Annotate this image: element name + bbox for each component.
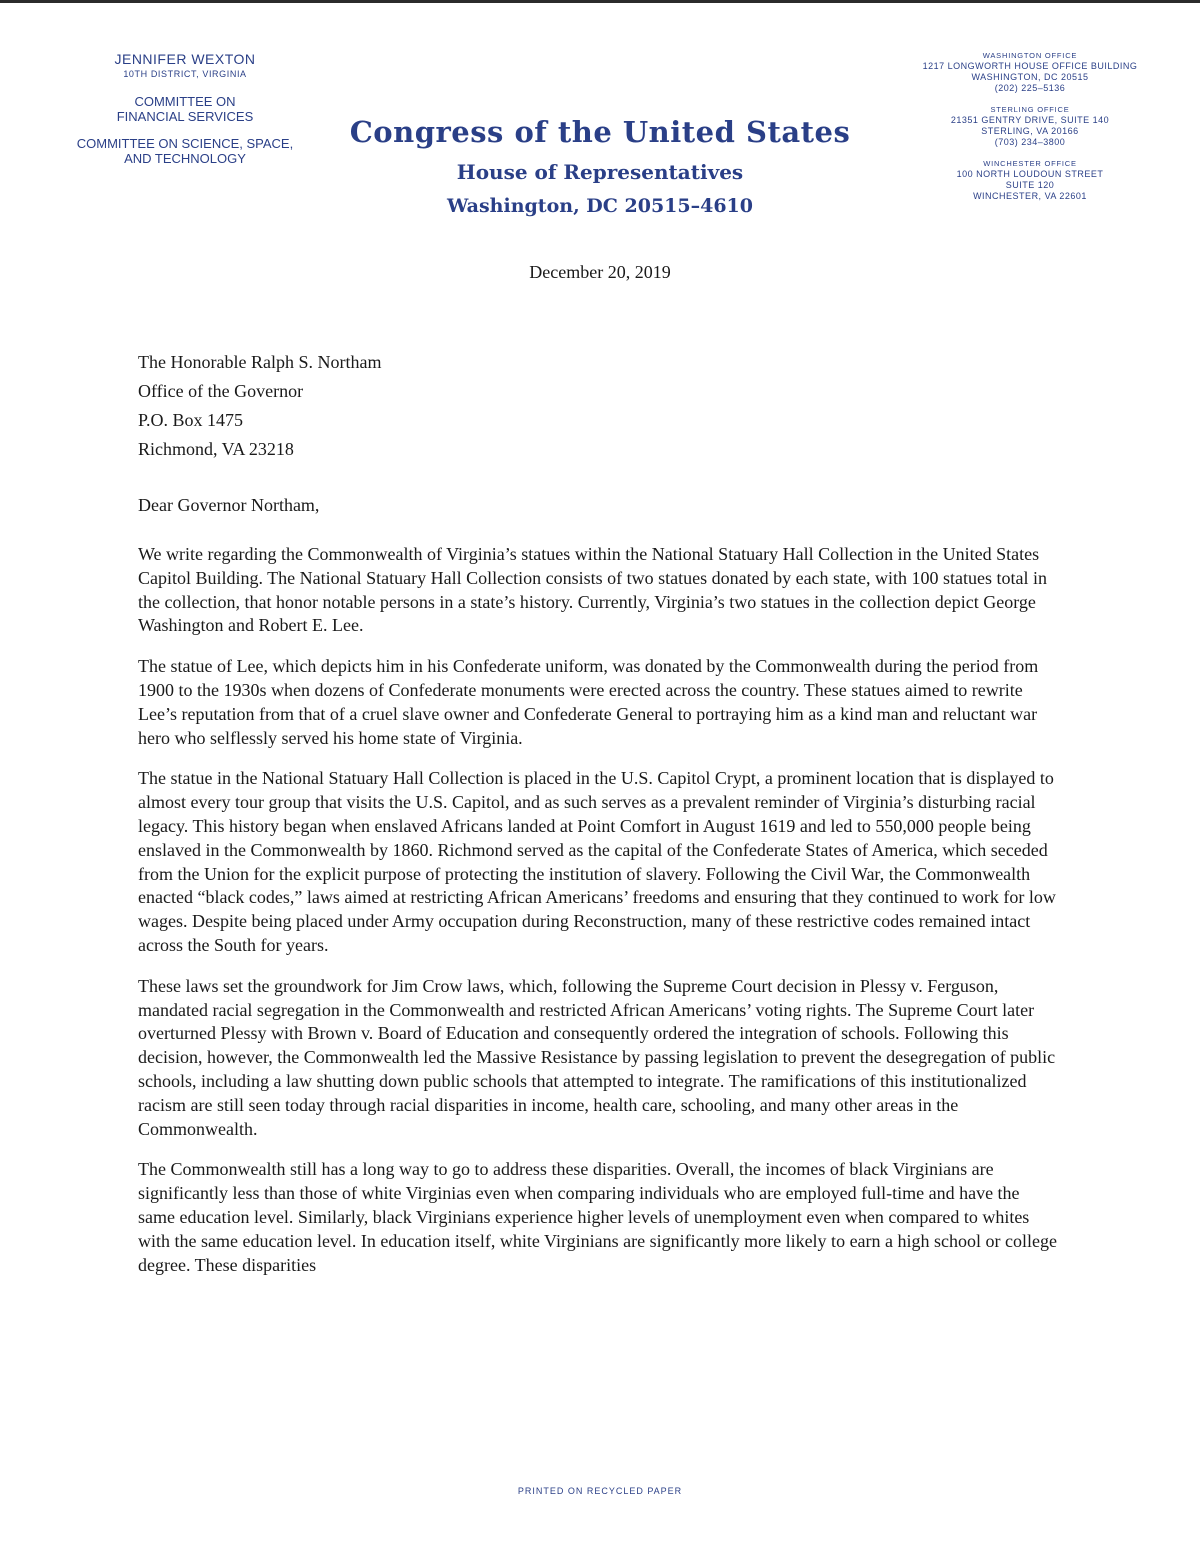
committee-line: COMMITTEE ON bbox=[134, 94, 236, 109]
office-line: WINCHESTER, VA 22601 bbox=[973, 191, 1087, 201]
committee-line: AND TECHNOLOGY bbox=[124, 151, 246, 166]
member-district: 10TH DISTRICT, VIRGINIA bbox=[123, 69, 247, 79]
letterhead-title bbox=[330, 115, 870, 219]
addressee-line: Office of the Governor bbox=[138, 381, 304, 401]
salutation: Dear Governor Northam, bbox=[138, 495, 320, 515]
committee-line: FINANCIAL SERVICES bbox=[116, 109, 254, 124]
addressee-line: P.O. Box 1475 bbox=[138, 410, 244, 430]
office-line: (703) 234–3800 bbox=[994, 137, 1066, 147]
office-label: WASHINGTON OFFICE bbox=[982, 51, 1078, 60]
member-info-block bbox=[40, 52, 330, 178]
washington-office bbox=[905, 50, 1155, 94]
offices-block bbox=[905, 50, 1155, 212]
letter-date: December 20, 2019 bbox=[529, 262, 671, 282]
office-line: 1217 LONGWORTH HOUSE OFFICE BUILDING bbox=[922, 61, 1138, 71]
office-line: 21351 GENTRY DRIVE, SUITE 140 bbox=[950, 115, 1110, 125]
addressee-line: Richmond, VA 23218 bbox=[138, 439, 294, 459]
member-name: JENNIFER WEXTON bbox=[114, 51, 256, 67]
office-line: 100 NORTH LOUDOUN STREET bbox=[956, 169, 1104, 179]
body-paragraph: The Commonwealth still has a long way to go to address these disparities. Overall, the incomes of black Virginians are significantly less than those of white Virginias even when comparing individuals who are employed full-time and have the same education level. Similarly, black Virginians experience higher levels of unemployment even when compared to whites with the same education level. In education itself, white Virginians are significantly more likely to earn a high school or college degree. These disparities bbox=[138, 1159, 1057, 1275]
addressee-block bbox=[138, 348, 381, 464]
office-label: WINCHESTER OFFICE bbox=[983, 159, 1077, 168]
committee-line: COMMITTEE ON SCIENCE, SPACE, bbox=[76, 136, 294, 151]
body-paragraph: The statue in the National Statuary Hall Collection is placed in the U.S. Capitol Crypt, a prominent location that is displayed to almost every tour group that visits the U.S. Capitol, and as such serves as a prevalent reminder of Virginia’s disturbing racial legacy. This history began when enslaved Africans landed at Point Comfort in August 1619 and led to 550,000 people being enslaved in the Commonwealth by 1860. Richmond served as the capital of the Confederate States of America, which seceded from the Union for the explicit purpose of protecting the institution of slavery. Following the Civil War, the Commonwealth enacted “black codes,” laws aimed at restricting African Americans’ freedoms and ensuring that they continued to work for low wages. Despite being placed under Army occupation during Reconstruction, many of these restrictive codes remained intact across the South for years. bbox=[138, 768, 1056, 955]
committee-science-space-technology bbox=[40, 136, 330, 166]
office-line: WASHINGTON, DC 20515 bbox=[971, 72, 1089, 82]
letter-body bbox=[138, 543, 1058, 1294]
office-line: STERLING, VA 20166 bbox=[981, 126, 1079, 136]
office-line: (202) 225–5136 bbox=[994, 83, 1066, 93]
washington-address: Washington, DC 20515–4610 bbox=[446, 195, 753, 217]
body-paragraph: These laws set the groundwork for Jim Crow laws, which, following the Supreme Court decision in Plessy v. Ferguson, mandated racial segregation in the Commonwealth and restricted African Americans’ voting rights. The Supreme Court later overturned Plessy with Brown v. Board of Education and consequently ordered the integration of schools. Following this decision, however, the Commonwealth led the Massive Resistance by passing legislation to prevent the desegregation of public schools, including a law shutting down public schools that attempted to integrate. The ramifications of this institutionalized racism are still seen today through racial disparities in income, health care, schooling, and many other areas in the Commonwealth. bbox=[138, 975, 1056, 1139]
winchester-office bbox=[905, 158, 1155, 202]
top-border-rule bbox=[0, 0, 1200, 3]
congress-title: Congress of the United States bbox=[349, 115, 851, 149]
recycled-paper-footer: PRINTED ON RECYCLED PAPER bbox=[517, 1486, 683, 1496]
office-line: SUITE 120 bbox=[1005, 180, 1055, 190]
sterling-office bbox=[905, 104, 1155, 148]
addressee-line: The Honorable Ralph S. Northam bbox=[138, 352, 382, 372]
office-label: STERLING OFFICE bbox=[990, 105, 1070, 114]
body-paragraph: We write regarding the Commonwealth of Virginia’s statues within the National Statuary Hall Collection in the United States Capitol Building. The National Statuary Hall Collection consists of two statues donated by each state, with 100 statues total in the collection, that honor notable persons in a state’s history. Currently, Virginia’s two statues in the collection depict George Washington and Robert E. Lee. bbox=[138, 544, 1048, 636]
house-title: House of Representatives bbox=[456, 160, 744, 184]
committee-financial-services bbox=[40, 94, 330, 124]
body-paragraph: The statue of Lee, which depicts him in his Confederate uniform, was donated by the Commonwealth during the period from 1900 to the 1930s when dozens of Confederate monuments were erected across the country. These statues aimed to rewrite Lee’s reputation from that of a cruel slave owner and Confederate General to portraying him as a kind man and reluctant war hero who selflessly served his home state of Virginia. bbox=[138, 656, 1039, 748]
